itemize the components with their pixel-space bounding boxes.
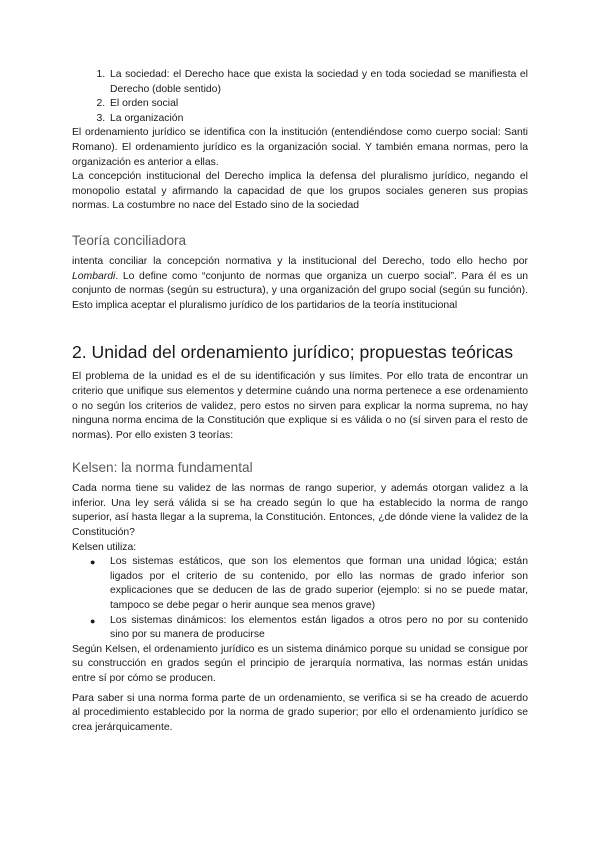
- text-segment: intenta conciliar la concepción normativa y la institucional del Derecho, todo ello hecho por: [72, 255, 528, 267]
- paragraph-unidad: El problema de la unidad es el de su identificación y sus límites. Por ello trata de encontrar un criterio que unifique sus elementos y determine cuándo una norma pertenece a ese ordenamiento o no según los criterios de validez, pero estos no sirven para explicar la norma suprema, no hay ninguna norma encima de la Constitución que explique si es válida o no (sí sirven para el resto de normas). Por ello existen 3 teorías:: [72, 371, 528, 441]
- list-item: 3. La organización: [108, 112, 528, 127]
- text-segment: . Lo define como “conjunto de normas que organiza un cuerpo social”. Para él es un conjunto de normas (según su estructura), y una organización del grupo social (según su función). Esto implica aceptar el pluralismo jurídico de los partidarios de la teoría institucional: [72, 270, 528, 311]
- bullet-icon: ●: [90, 557, 96, 568]
- list-item: 1. La sociedad: el Derecho hace que exista la sociedad y en toda sociedad se manifiesta el Derecho (doble sentido): [108, 68, 528, 97]
- paragraph: Kelsen utiliza:: [72, 541, 137, 553]
- bullet-list: [72, 555, 528, 643]
- list-item-text: Los sistemas estáticos, que son los elementos que forman una unidad lógica; están ligados por el criterio de su contenido, por ello las normas de grado inferior son explicaciones que se deducen de las de grado superior (ejemplo: si no se puede matar, tampoco se debe pegar o herir aunque sea menos grave): [110, 556, 528, 612]
- section-heading-unidad: 2. Unidad del ordenamiento jurídico; propuestas teóricas: [72, 342, 514, 363]
- numbered-list: [72, 68, 528, 126]
- section-heading-kelsen: Kelsen: la norma fundamental: [72, 460, 253, 476]
- paragraph: Según Kelsen, el ordenamiento jurídico es un sistema dinámico porque su unidad se consigue por su construcción en grados según el principio de jerarquía normativa, las normas están unidas entre sí por cómo se producen.: [72, 643, 528, 684]
- list-item-text: Los sistemas dinámicos: los elementos están ligados a otros pero no por su contenido sino por su manera de producirse: [110, 614, 528, 641]
- paragraph-conciliadora: [72, 255, 528, 313]
- list-item: [90, 555, 528, 613]
- bullet-icon: ●: [90, 615, 96, 626]
- paragraph: Para saber si una norma forma parte de un ordenamiento, se verifica si se ha creado de acuerdo al procedimiento establecido por la norma de grado superior; por ello el ordenamiento jurídico se crea jerárquicamente.: [72, 692, 528, 733]
- paragraph: La concepción institucional del Derecho implica la defensa del pluralismo jurídico, negando el monopolio estatal y afirmando la capacidad de que los grupos sociales generen sus propias normas. La costumbre no nace del Estado sino de la sociedad: [72, 171, 528, 212]
- section-heading-conciliadora: Teoría conciliadora: [72, 232, 187, 248]
- author-name: Lombardi: [72, 270, 116, 282]
- list-item: [90, 614, 528, 643]
- paragraph: El ordenamiento jurídico se identifica con la institución (entendiéndose como cuerpo social: Santi Romano). El ordenamiento jurídico es la organización social. Y también emana normas, pero la organización es anterior a ellas.: [72, 127, 528, 168]
- paragraph: Cada norma tiene su validez de las normas de rango superior, y además otorgan validez a la inferior. Una ley será válida si se ha creado según lo que ha establecido la norma de rango superior, así hasta llegar a la suprema, la Constitución. Entonces, ¿de dónde viene la validez de la Constitución?: [72, 483, 528, 539]
- document-page: [72, 68, 528, 735]
- list-item: 2. El orden social: [108, 97, 528, 112]
